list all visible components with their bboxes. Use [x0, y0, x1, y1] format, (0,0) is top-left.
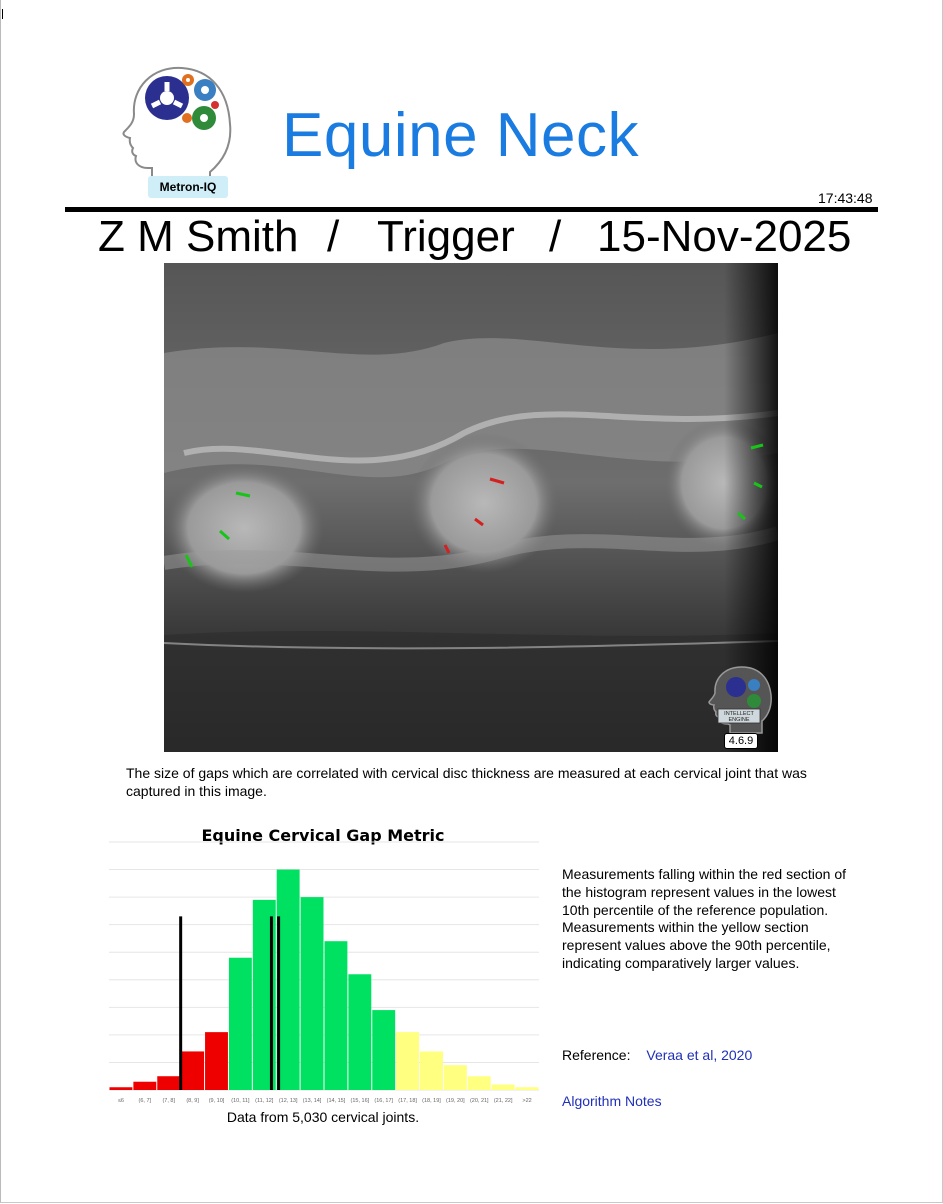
description-text: The size of gaps which are correlated with cervical disc thickness are measured at each cervical joint that was captured in this image.	[126, 765, 807, 799]
x-tick-label: (19, 20]	[446, 1098, 465, 1104]
x-tick-label: ≤6	[117, 1098, 124, 1104]
engine-badge-text-2: ENGINE	[728, 717, 750, 723]
histogram-bar	[157, 1076, 180, 1090]
x-tick-label: (7, 8]	[162, 1098, 175, 1104]
histogram-bar	[325, 941, 348, 1090]
x-tick-label: (9, 10]	[208, 1098, 225, 1104]
histogram-bar	[133, 1082, 156, 1090]
x-tick-label: (17, 18]	[398, 1098, 417, 1104]
x-tick-label: (13, 14]	[302, 1098, 322, 1104]
report-time: 17:43:48	[818, 190, 873, 206]
histogram-bar	[181, 1051, 204, 1090]
chart-title: Equine Cervical Gap Metric	[201, 826, 445, 845]
patient-line	[65, 212, 878, 264]
histogram-bar	[277, 870, 300, 1090]
histogram-bar	[492, 1084, 515, 1090]
histogram-bar	[444, 1065, 467, 1090]
x-tick-label: (18, 19]	[422, 1098, 441, 1104]
x-tick-label: (16, 17]	[374, 1098, 394, 1104]
horse-name: Trigger	[377, 212, 515, 261]
radiograph-image	[164, 263, 778, 752]
study-date: 15-Nov-2025	[597, 212, 852, 261]
engine-badge-text-1: INTELLECT	[724, 711, 754, 717]
histogram-bar	[229, 958, 252, 1090]
histogram-bar	[372, 1010, 395, 1090]
reference-row	[562, 1047, 752, 1063]
x-tick-label: >22	[522, 1098, 532, 1104]
chart-caption: Data from 5,030 cervical joints.	[226, 1109, 420, 1125]
separator-2: /	[549, 212, 562, 261]
algorithm-notes-link[interactable]: Algorithm Notes	[562, 1093, 662, 1109]
page-title: Equine Neck	[282, 101, 640, 170]
histogram-bar	[348, 974, 371, 1090]
x-tick-label: (20, 21]	[469, 1098, 489, 1104]
x-tick-label: (11, 12]	[255, 1098, 274, 1104]
reference-label: Reference:	[562, 1047, 631, 1063]
histogram-svg	[103, 820, 543, 1110]
x-tick-label: (15, 16]	[350, 1098, 370, 1104]
x-tick-label: (14, 15]	[326, 1098, 346, 1104]
histogram-bar	[468, 1076, 491, 1090]
logo-label: Metron-IQ	[148, 176, 228, 198]
histogram-bar	[420, 1051, 443, 1090]
histogram-chart	[103, 820, 543, 1110]
version-badge: 4.6.9	[724, 733, 758, 749]
histogram-bar	[396, 1032, 419, 1090]
owner-name: Z M Smith	[98, 212, 299, 261]
histogram-bar	[205, 1032, 228, 1090]
reference-link[interactable]: Veraa et al, 2020	[646, 1047, 753, 1063]
x-tick-label: (21, 22]	[493, 1098, 513, 1104]
x-tick-label: (10, 11]	[231, 1098, 250, 1104]
histogram-bar	[516, 1087, 539, 1090]
histogram-bar	[301, 897, 324, 1090]
separator-1: /	[327, 212, 340, 261]
histogram-explanation: Measurements falling within the red section of the histogram represent values in the lowest 10th percentile of the reference population. Measurements within the yellow section represent values above the 90th percentile, indicating comparatively larger values.	[562, 866, 847, 971]
x-tick-label: (12, 13]	[278, 1098, 298, 1104]
x-tick-label: (6, 7]	[138, 1098, 152, 1104]
text-cursor	[2, 9, 3, 19]
x-tick-label: (8, 9]	[186, 1098, 199, 1104]
histogram-bar	[110, 1087, 133, 1090]
